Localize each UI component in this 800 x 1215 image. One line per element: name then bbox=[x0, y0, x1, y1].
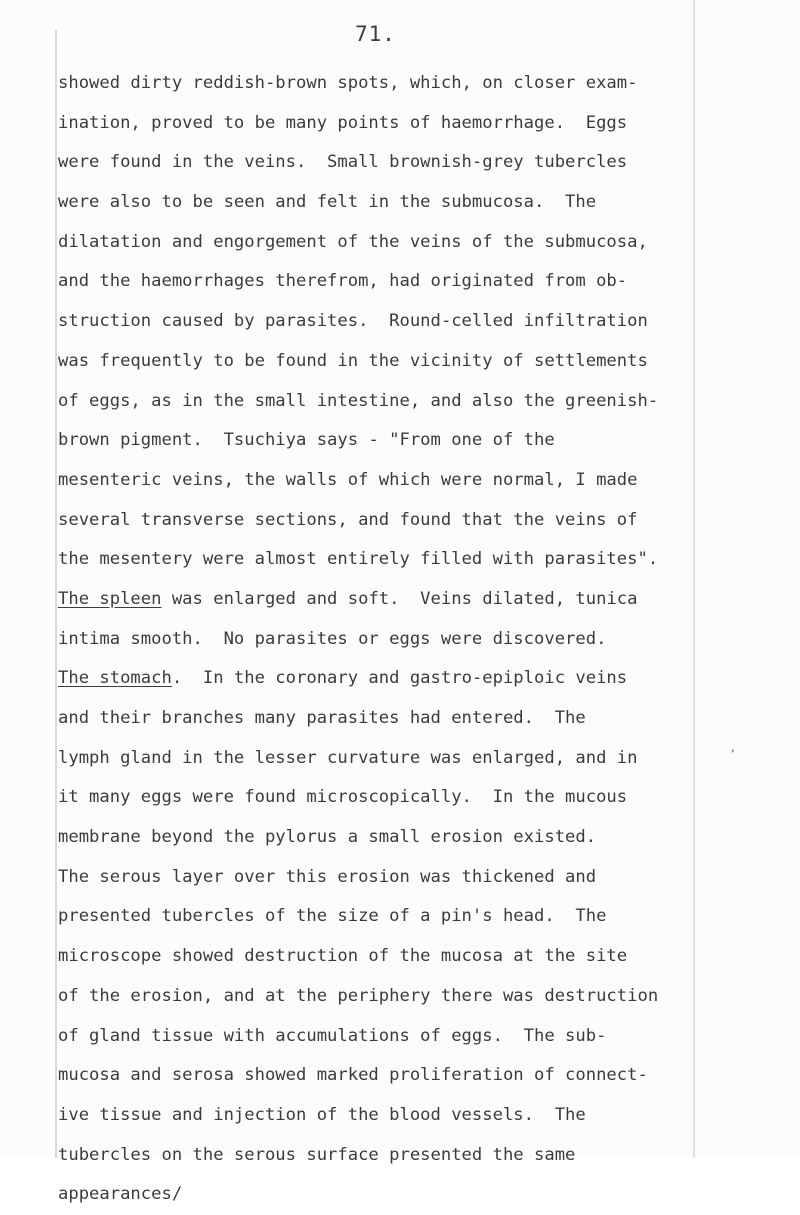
text-line bbox=[58, 540, 688, 580]
line-text: presented tubercles of the size of a pin's head. The bbox=[58, 906, 607, 927]
text-line bbox=[58, 1056, 688, 1096]
text-line bbox=[58, 937, 688, 977]
line-text: the mesentery were almost entirely filled with parasites". bbox=[58, 549, 659, 570]
line-text: microscope showed destruction of the mucosa at the site bbox=[58, 946, 628, 967]
line-text: were also to be seen and felt in the submucosa. The bbox=[58, 192, 597, 213]
line-text: appearances/ bbox=[58, 1184, 183, 1205]
line-text: of eggs, as in the small intestine, and also the greenish- bbox=[58, 390, 659, 411]
line-text: of gland tissue with accumulations of eggs. The sub- bbox=[58, 1025, 607, 1046]
text-line bbox=[58, 977, 688, 1017]
line-text: it many eggs were found microscopically. In the mucous bbox=[58, 787, 628, 808]
text-line bbox=[58, 1017, 688, 1057]
text-line bbox=[58, 858, 688, 898]
text-line bbox=[58, 262, 688, 302]
line-text: intima smooth. No parasites or eggs were discovered. bbox=[58, 628, 607, 649]
line-text: and their branches many parasites had entered. The bbox=[58, 708, 586, 728]
line-text: . In the coronary and gastro-epiploic veins bbox=[171, 668, 628, 689]
line-text: were found in the veins. Small brownish-grey tubercles bbox=[58, 152, 628, 173]
text-line bbox=[58, 183, 688, 223]
line-text: brown pigment. Tsuchiya says - "From one of the bbox=[58, 430, 555, 451]
text-line bbox=[58, 104, 688, 144]
margin-mark: , bbox=[731, 740, 735, 754]
line-text: The serous layer over this erosion was thickened and bbox=[58, 866, 597, 887]
text-line bbox=[58, 699, 688, 739]
line-text: tubercles on the serous surface presented the same bbox=[58, 1144, 576, 1165]
line-text: was frequently to be found in the vicinity of settlements bbox=[58, 350, 648, 371]
text-line bbox=[58, 501, 688, 541]
text-line bbox=[58, 580, 688, 620]
text-line bbox=[58, 223, 688, 263]
text-line bbox=[58, 897, 688, 937]
line-text: struction caused by parasites. Round-celled infiltration bbox=[58, 311, 648, 332]
text-line bbox=[58, 461, 688, 501]
text-line bbox=[58, 342, 688, 382]
line-text: mucosa and serosa showed marked proliferation of connect- bbox=[58, 1065, 648, 1086]
section-heading: The stomach bbox=[58, 668, 172, 689]
line-text: and the haemorrhages therefrom, had originated from ob- bbox=[58, 271, 628, 292]
text-line bbox=[58, 382, 688, 422]
left-margin-rule bbox=[55, 30, 57, 1158]
text-line bbox=[58, 1175, 688, 1215]
text-line bbox=[58, 302, 688, 342]
line-text: dilatation and engorgement of the veins of the submucosa, bbox=[58, 231, 648, 252]
line-text: membrane beyond the pylorus a small erosion existed. bbox=[58, 827, 597, 848]
line-text: several transverse sections, and found that the veins of bbox=[58, 509, 638, 530]
page-number: 71. bbox=[355, 22, 396, 46]
line-text: ination, proved to be many points of haemorrhage. Eggs bbox=[58, 112, 628, 133]
text-line bbox=[58, 143, 688, 183]
text-line bbox=[58, 1096, 688, 1136]
text-line bbox=[58, 1136, 688, 1176]
line-text: lymph gland in the lesser curvature was enlarged, and in bbox=[58, 747, 638, 768]
text-line bbox=[58, 64, 688, 104]
text-line bbox=[58, 620, 688, 660]
text-line bbox=[58, 818, 688, 858]
text-line bbox=[58, 659, 688, 699]
line-text: ive tissue and injection of the blood vessels. The bbox=[58, 1104, 586, 1125]
line-text: of the erosion, and at the periphery there was destruction bbox=[58, 985, 659, 1006]
right-margin-rule bbox=[693, 0, 695, 1158]
text-line bbox=[58, 778, 688, 818]
line-text: was enlarged and soft. Veins dilated, tunica bbox=[161, 588, 638, 609]
line-text: showed dirty reddish-brown spots, which, on closer exam- bbox=[58, 73, 638, 93]
text-line bbox=[58, 421, 688, 461]
line-text: mesenteric veins, the walls of which were normal, I made bbox=[58, 469, 638, 490]
body-text bbox=[58, 64, 688, 1215]
text-line bbox=[58, 739, 688, 779]
section-heading: The spleen bbox=[58, 588, 162, 609]
